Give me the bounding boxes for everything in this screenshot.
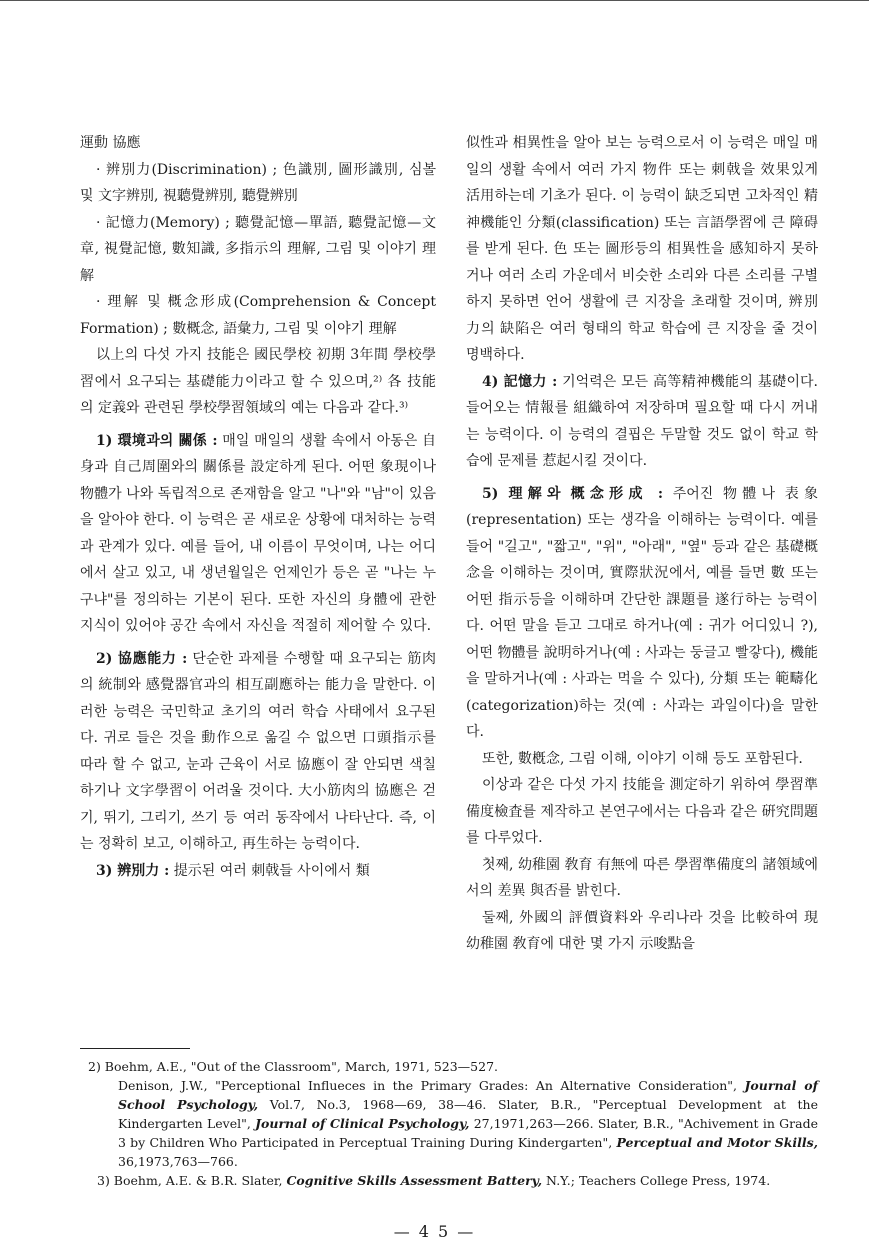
section-discrimination <box>80 858 436 885</box>
paragraph: · 記憶力(Memory) ; 聽覺記憶—單語, 聽覺記憶—文章, 視覺記憶, 數知識, 多指示의 理解, 그림 및 이야기 理解 <box>80 214 436 284</box>
paragraph: · 理解 및 概念形成(Comprehension & Concept Formation) ; 數概念, 語彙力, 그림 및 이야기 理解 <box>80 294 436 337</box>
paragraph: 이상과 같은 다섯 가지 技能을 測定하기 위하여 學習準備度檢査를 제작하고 본연구에서는 다음과 같은 硏究問題를 다루었다. <box>466 777 818 846</box>
paragraph: 둘째, 外國의 評價資料와 우리나라 것을 比較하여 現 幼稚園 敎育에 대한 몇 가지 示唆點을 <box>466 909 818 952</box>
section-comprehension <box>466 481 818 746</box>
page-number: — 4 5 — <box>393 1222 476 1241</box>
section-memory <box>466 369 818 475</box>
section-heading: 5) 理解와 概念形成 : <box>482 485 663 502</box>
footnote-2b: Denison, J.W., "Perceptional Influeces in the Primary Grades: An Alternative Consideration", Journal of School Psychology, Vol.7, No.3, 1968—69, 38—46. Slater, B.R., "Perceptual Development at the Kindergarten Level", Journal of Clinical Psychology, 27,1971,263—266. Slater, B.R., "Achivement in Grade 3 by Children Who Participated in Perceptual Training During Kindergarten", Perceptual and Motor Skills, 36,1973,763—766. <box>118 1078 818 1169</box>
paragraph: 似性과 相異性을 알아 보는 능력으로서 이 능력은 매일 매일의 생활 속에서 여러 가지 物件 또는 刺戟을 效果있게 活用하는데 기초가 된다. 이 능력이 缺乏되면 고차적인 精神機能인 分類(classification) 또는 言語學習에 큰 障碍를 받게 된다. 色 또는 圖形등의 相異性을 感知하지 못하거나 여러 소리 가운데서 비슷한 소리와 다른 소리를 구별하지 못하면 언어 생활에 큰 지장을 초래할 것이며, 辨別力의 缺陷은 여러 형태의 학교 학습에 큰 지장을 줄 것이 명백하다. <box>466 135 818 363</box>
section-body: 주어진 物體나 表象(representation) 또는 생각을 이해하는 능력이다. 예를 들어 "길고", "짧고", "위", "아래", "옆" 등과 같은 基礎概念을 이해하는 것이며, 實際狀況에서, 예를 들면 數 또는 어떤 指示등을 이해하며 간단한 課題를 遂行하는 능력이다. 어떤 말을 듣고 그대로 하거나(예 : 귀가 어디있니 ?), 어떤 物體를 說明하거나(예 : 사과는 둥글고 빨갛다), 機能을 말하거나(예 : 사과는 먹을 수 있다), 分類 또는 範疇化(categorization)하는 것(예 : 사과는 과일이다)을 말한다. <box>466 485 818 740</box>
paragraph: 運動 協應 <box>80 135 141 151</box>
section-heading: 2) 協應能力 : <box>96 650 188 667</box>
footnote-rule <box>80 1048 190 1049</box>
section-heading: 4) 記憶力 : <box>482 373 558 390</box>
footnote-3: 3) Boehm, A.E. & B.R. Slater, Cognitive Skills Assessment Battery, N.Y.; Teachers College Press, 1974. <box>97 1173 771 1188</box>
section-body: 기억력은 모든 高等精神機能의 基礎이다. 들어오는 情報를 組織하여 저장하며 필요할 때 다시 꺼내는 능력이다. 이 능력의 결핍은 두말할 것도 없이 학교 학습에 문제를 惹起시킬 것이다. <box>466 373 819 469</box>
section-coordination <box>80 646 436 858</box>
paragraph: 또한, 數槪念, 그림 이해, 이야기 이해 등도 포함된다. <box>482 750 803 767</box>
top-border <box>0 0 869 1</box>
section-environment <box>80 428 436 640</box>
footnote-2a: 2) Boehm, A.E., "Out of the Classroom", March, 1971, 523—527. <box>88 1059 499 1074</box>
section-heading: 3) 辨別力 : <box>96 862 170 879</box>
section-body: 단순한 과제를 수행할 때 요구되는 筋肉의 統制와 感覺器官과의 相互副應하는 能力을 말한다. 이러한 능력은 국민학교 초기의 여러 학습 사태에서 요구된다. 귀로 들은 것을 動作으로 옮길 수 없으면 口頭指示를 따라 할 수 없고, 눈과 근육이 서로 協應이 잘 안되면 색칠하기나 文字學習이 어려울 것이다. 大小筋肉의 協應은 걷기, 뛰기, 그리기, 쓰기 등 여러 동작에서 나타난다. 즉, 이는 정확히 보고, 이해하고, 再生하는 능력이다. <box>80 650 437 852</box>
right-column <box>466 130 818 958</box>
footnotes <box>88 1057 818 1190</box>
paragraph: 첫째, 幼稚園 敎育 有無에 따른 學習準備度의 諸領域에서의 差異 與否를 밝힌다. <box>466 856 818 899</box>
journal-title: Perceptual and Motor Skills, <box>616 1135 818 1150</box>
section-body: 提示된 여러 刺戟들 사이에서 類 <box>169 862 370 879</box>
left-column <box>80 130 436 884</box>
journal-title: Journal of School Psychology, <box>118 1078 818 1112</box>
book-title: Cognitive Skills Assessment Battery, <box>286 1173 543 1188</box>
paragraph: · 辨別力(Discrimination) ; 色識別, 圖形識別, 심볼 및 文字辨別, 視聽覺辨別, 聽覺辨別 <box>80 161 436 204</box>
journal-title: Journal of Clinical Psychology, <box>255 1116 470 1131</box>
section-body: 매일 매일의 생활 속에서 아동은 自身과 自己周圍와의 關係를 設定하게 된다. 어떤 象現이나 物體가 나와 독립적으로 존재함을 알고 "나"와 "남"이 있음을 알아야 한다. 이 능력은 곧 새로운 상황에 대처하는 능력과 관계가 있다. 예를 들어, 내 이름이 무엇이며, 나는 어디에서 살고 있고, 내 생년월일은 언제인가 등은 곧 "나는 누구냐"를 정의하는 기본이 된다. 또한 자신의 身體에 관한 지식이 있어야 공간 속에서 자신을 적절히 제어할 수 있다. <box>80 432 437 634</box>
paragraph: 以上의 다섯 가지 技能은 國民學校 初期 3年間 學校學習에서 요구되는 基礎能力이라고 할 수 있으며,²⁾ 各 技能의 定義와 관련된 學校學習領域의 예는 다음과 같다.³⁾ <box>80 347 436 416</box>
section-heading: 1) 環境과의 關係 : <box>96 432 218 449</box>
